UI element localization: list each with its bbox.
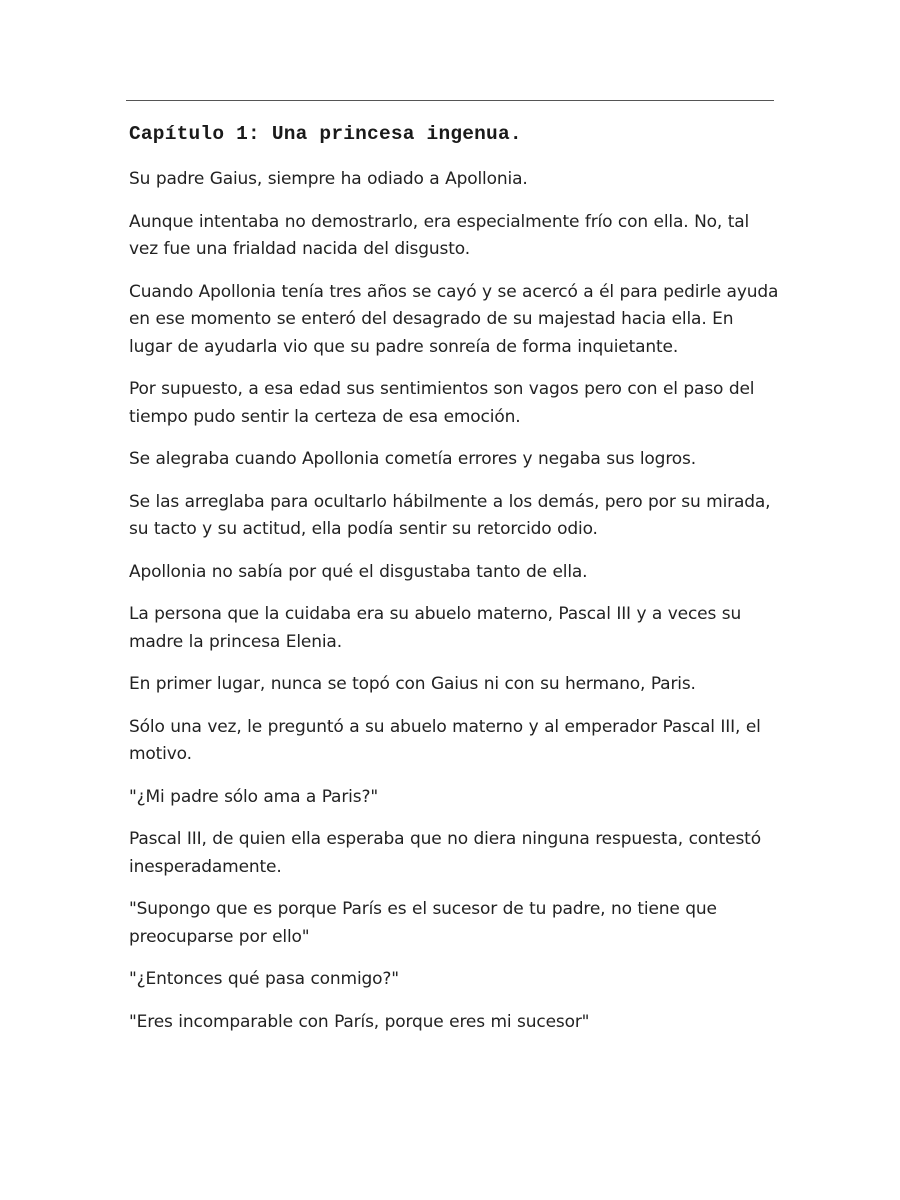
paragraph: En primer lugar, nunca se topó con Gaius ni con su hermano, Paris. [129,674,696,694]
dialogue-paragraph: "¿Mi padre sólo ama a Paris?" [129,786,378,807]
paragraph: La persona que la cuidaba era su abuelo materno, Pascal III y a veces su madre la princesa Elenia. [129,604,742,652]
dialogue-paragraph: "Supongo que es porque París es el sucesor de tu padre, no tiene que preocuparse por ello" [129,899,717,947]
paragraph: Se las arreglaba para ocultarlo hábilmente a los demás, pero por su mirada, su tacto y su actitud, ella podía sentir su retorcido odio. [129,491,771,539]
paragraph: Por supuesto, a esa edad sus sentimientos son vagos pero con el paso del tiempo pudo sentir la certeza de esa emoción. [129,379,755,427]
paragraph: Sólo una vez, le preguntó a su abuelo materno y al emperador Pascal III, el motivo. [129,716,761,764]
chapter-title: Capítulo 1: Una princesa ingenua. [129,123,522,145]
paragraph: Pascal III, de quien ella esperaba que no diera ninguna respuesta, contestó inesperadamente. [129,829,761,877]
dialogue-paragraph: "¿Entonces qué pasa conmigo?" [129,969,399,989]
paragraph: Apollonia no sabía por qué el disgustaba tanto de ella. [129,561,588,582]
document-body [129,120,779,1051]
paragraph: Cuando Apollonia tenía tres años se cayó y se acercó a él para pedirle ayuda en ese momento se enteró del desagrado de su majestad hacia ella. En lugar de ayudarla vio que su padre sonreía de forma inquietante. [129,281,779,357]
dialogue-paragraph: "Eres incomparable con París, porque eres mi sucesor" [129,1011,590,1032]
paragraph: Se alegraba cuando Apollonia cometía errores y negaba sus logros. [129,449,696,469]
paragraph: Aunque intentaba no demostrarlo, era especialmente frío con ella. No, tal vez fue una frialdad nacida del disgusto. [129,211,750,259]
paragraph: Su padre Gaius, siempre ha odiado a Apollonia. [129,169,528,189]
header-divider [126,100,774,101]
